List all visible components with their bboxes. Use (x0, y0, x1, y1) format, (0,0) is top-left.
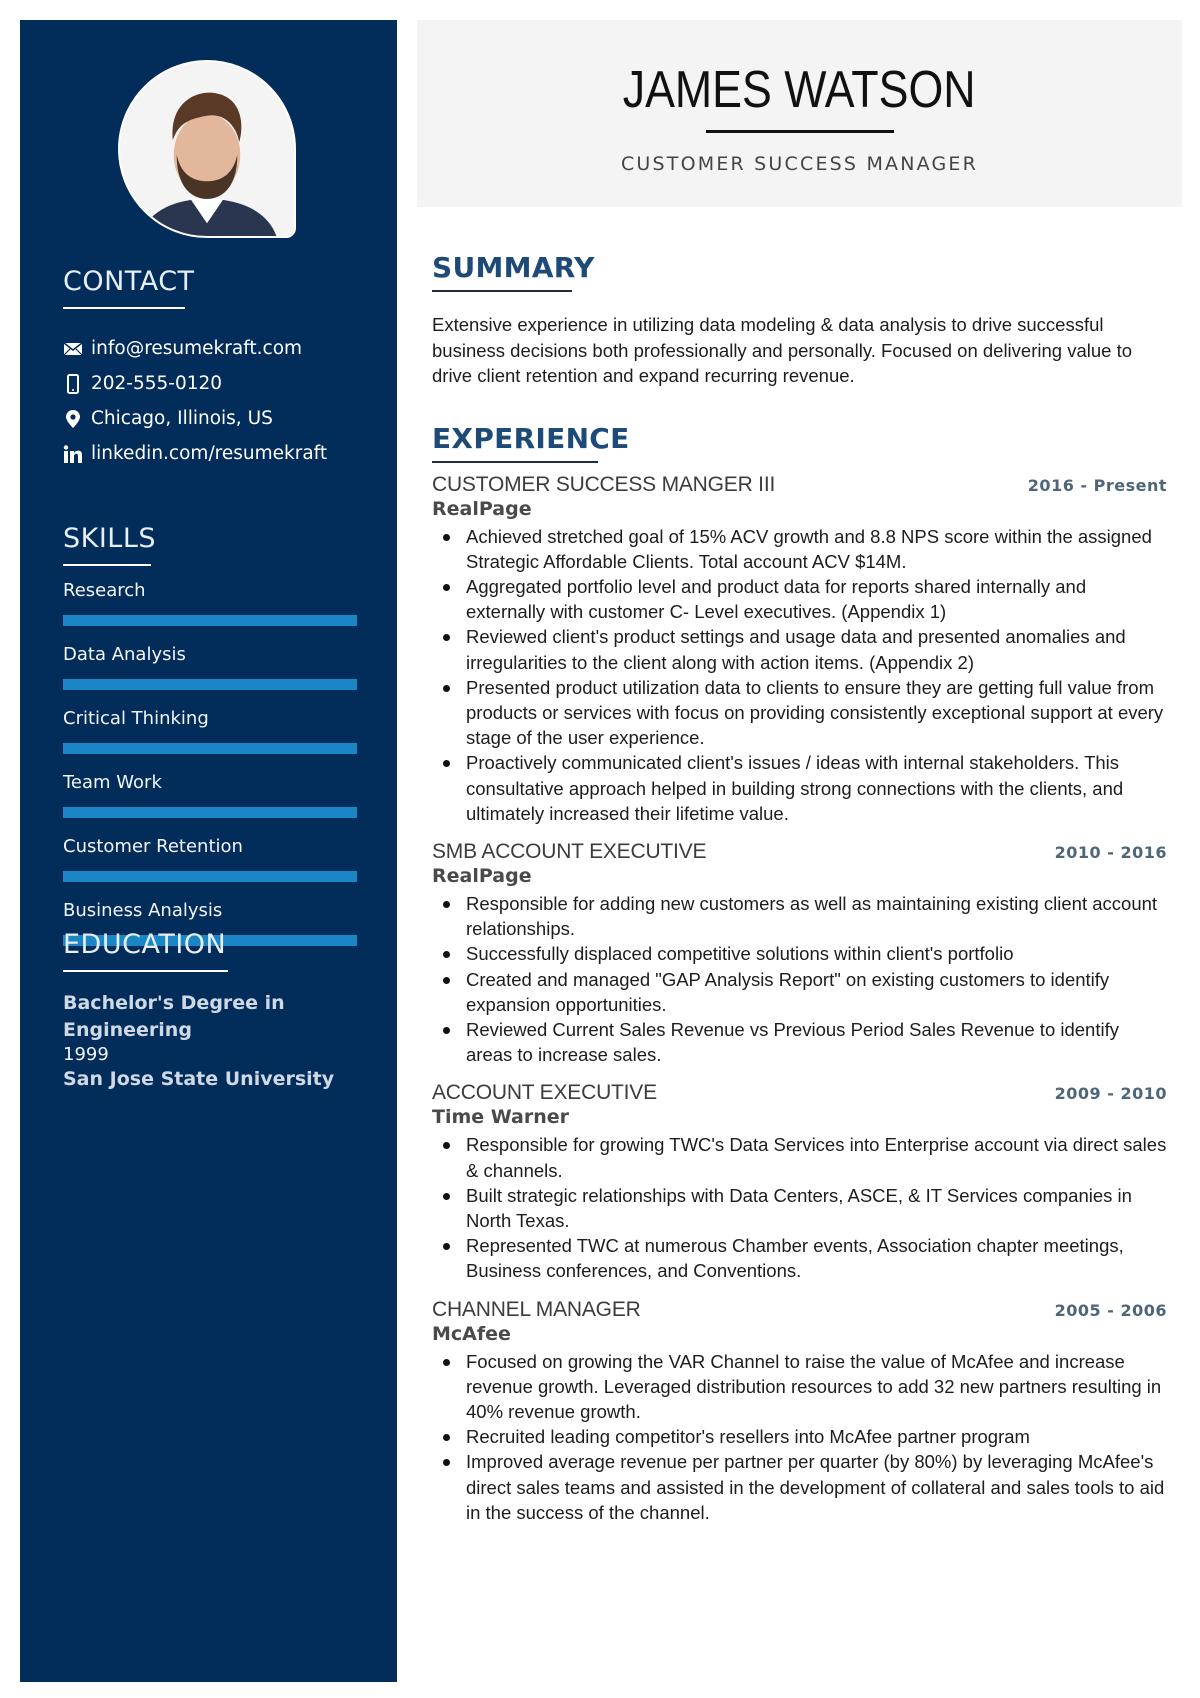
resume-header (417, 20, 1182, 207)
job-entry (432, 1081, 1167, 1283)
location-pin-icon (63, 409, 83, 429)
job-company: RealPage (432, 497, 532, 520)
job-bullet: Successfully displaced competitive solutions within client's portfolio (432, 941, 1167, 966)
job-bullet: Responsible for growing TWC's Data Services into Enterprise account via direct sales & channels. (432, 1132, 1167, 1182)
job-bullets (432, 524, 1167, 826)
experience-heading-rule (432, 461, 598, 463)
main-content (432, 250, 1167, 1525)
job-bullet: Aggregated portfolio level and product data for reports shared internally and externally with customer C- Level executives. (Appendix 1) (432, 574, 1167, 624)
job-title: SMB ACCOUNT EXECUTIVE (432, 839, 707, 863)
skill-item (63, 708, 363, 754)
name-underline (706, 130, 894, 133)
summary-heading-rule (432, 290, 572, 292)
candidate-title: CUSTOMER SUCCESS MANAGER (620, 153, 979, 175)
contact-email-text: info@resumekraft.com (91, 338, 303, 359)
skill-bar (63, 807, 357, 818)
job-bullet: Focused on growing the VAR Channel to raise the value of McAfee and increase revenue growth. Leveraged distribution resources to add 32 new partners resulting in 40% revenue growth. (432, 1349, 1167, 1425)
contact-phone[interactable] (63, 366, 363, 401)
skill-item (63, 580, 363, 626)
job-dates: 2016 - Present (1027, 475, 1167, 495)
job-company: Time Warner (432, 1106, 570, 1129)
contact-linkedin-text: linkedin.com/resumekraft (91, 443, 328, 464)
job-title: CUSTOMER SUCCESS MANGER III (432, 472, 776, 496)
job-company: RealPage (432, 864, 532, 887)
job-bullet: Created and managed "GAP Analysis Report" on existing customers to identify expansion opportunities. (432, 967, 1167, 1017)
skill-bar (63, 679, 357, 690)
skill-name: Business Analysis (63, 900, 223, 921)
skill-item (63, 772, 363, 818)
experience-heading: EXPERIENCE (432, 421, 630, 455)
job-bullet: Reviewed Current Sales Revenue vs Previous Period Sales Revenue to identify areas to increase sales. (432, 1017, 1167, 1067)
contact-location-text: Chicago, Illinois, US (91, 408, 273, 429)
job-dates: 2010 - 2016 (1054, 842, 1167, 862)
sidebar (20, 20, 397, 1682)
job-bullet: Recruited leading competitor's resellers into McAfee partner program (432, 1424, 1167, 1449)
contact-list (63, 331, 363, 471)
candidate-name: JAMES WATSON (623, 61, 976, 119)
job-dates: 2009 - 2010 (1054, 1084, 1167, 1104)
email-icon (63, 339, 83, 359)
job-dates: 2005 - 2006 (1054, 1300, 1167, 1320)
summary-heading: SUMMARY (432, 251, 595, 284)
education-heading: EDUCATION (63, 929, 227, 960)
job-bullet: Presented product utilization data to clients to ensure they are getting full value from products or services with focus on providing consistently exceptional support at every stage of the user experience. (432, 675, 1167, 751)
contact-location (63, 401, 363, 436)
education-section (63, 928, 363, 1093)
linkedin-icon (63, 444, 83, 464)
education-degree: Bachelor's Degree in Engineering (63, 992, 285, 1041)
education-heading-rule (63, 970, 228, 972)
skill-item (63, 644, 363, 690)
skill-bar (63, 871, 357, 882)
contact-heading: CONTACT (63, 266, 195, 297)
skills-heading-rule (63, 564, 151, 566)
job-title: ACCOUNT EXECUTIVE (432, 1081, 657, 1105)
job-bullets (432, 1132, 1167, 1283)
job-company: McAfee (432, 1322, 511, 1345)
job-entry (432, 1298, 1167, 1525)
education-school: San Jose State University (63, 1068, 335, 1090)
job-bullet: Reviewed client's product settings and usage data and presented anomalies and irregularities to the client along with action items. (Appendix 2) (432, 624, 1167, 674)
phone-icon (63, 374, 83, 394)
job-bullets (432, 891, 1167, 1067)
skill-item (63, 836, 363, 882)
job-bullet: Represented TWC at numerous Chamber events, Association chapter meetings, Business conferences, and Conventions. (432, 1233, 1167, 1283)
contact-phone-text: 202-555-0120 (91, 373, 223, 394)
skill-name: Data Analysis (63, 644, 186, 665)
skills-heading: SKILLS (63, 523, 157, 554)
education-year: 1999 (63, 1044, 109, 1065)
skill-bar (63, 743, 357, 754)
summary-text: Extensive experience in utilizing data modeling & data analysis to drive successful business decisions both professionally and personally. Focused on delivering value to drive client retention and expand recurring revenue. (432, 314, 1132, 386)
contact-section (63, 265, 363, 471)
summary-section (432, 250, 1167, 389)
skill-name: Research (63, 580, 146, 601)
skill-bar (63, 615, 357, 626)
profile-photo (118, 60, 296, 238)
job-bullet: Built strategic relationships with Data Centers, ASCE, & IT Services companies in North Texas. (432, 1183, 1167, 1233)
experience-section (432, 421, 1167, 1526)
job-bullets (432, 1349, 1167, 1525)
job-bullet: Improved average revenue per partner per quarter (by 80%) by leveraging McAfee's direct sales teams and assisted in the development of collateral and sales tools to aid in the success of the channel. (432, 1449, 1167, 1525)
contact-heading-rule (63, 307, 185, 309)
job-title: CHANNEL MANAGER (432, 1297, 641, 1321)
skill-name: Critical Thinking (63, 708, 209, 729)
job-entry (432, 473, 1167, 826)
job-bullet: Responsible for adding new customers as well as maintaining existing client account relationships. (432, 891, 1167, 941)
skill-name: Team Work (63, 772, 162, 793)
skills-section (63, 522, 363, 946)
profile-photo-icon (120, 62, 294, 236)
job-bullet: Achieved stretched goal of 15% ACV growth and 8.8 NPS score within the assigned Strategic Affordable Clients. Total account ACV $14M. (432, 524, 1167, 574)
job-entry (432, 840, 1167, 1067)
contact-email[interactable] (63, 331, 363, 366)
job-bullet: Proactively communicated client's issues / ideas with internal stakeholders. This consultative approach helped in building strong connections with the clients, and ultimately increased their lifetime value. (432, 750, 1167, 826)
contact-linkedin[interactable] (63, 436, 363, 471)
skill-name: Customer Retention (63, 836, 243, 857)
